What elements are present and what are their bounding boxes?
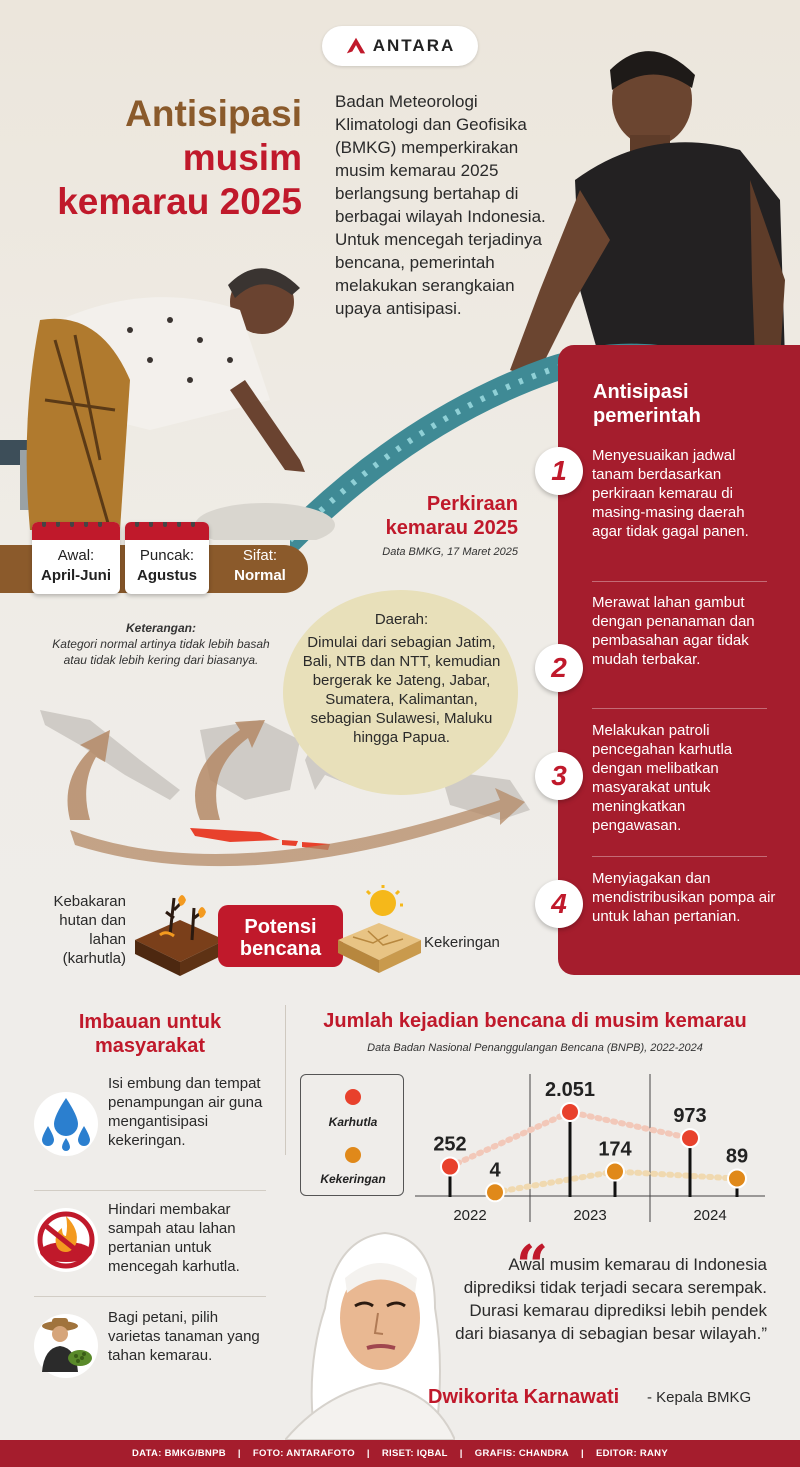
karhutla-label-line-3: lahan bbox=[89, 931, 126, 948]
karhutla-label-line-4: (karhutla) bbox=[62, 950, 126, 967]
credit-separator: | bbox=[580, 1448, 584, 1459]
page-title bbox=[20, 92, 302, 224]
note-text: Kategori normal artinya tidak lebih basah atau tidak lebih kering dari biasanya. bbox=[52, 637, 270, 667]
kekeringan-label: Kekeringan bbox=[424, 934, 500, 951]
credit-separator: | bbox=[459, 1448, 463, 1459]
sifat-block bbox=[220, 546, 300, 586]
potensi-line-2: bencana bbox=[239, 938, 322, 960]
section-divider bbox=[285, 1005, 286, 1155]
chart-point-kekeringan bbox=[486, 1183, 504, 1201]
advice-item-2: Hindari membakar sampah atau lahan pertanian untuk mencegah karhutla. bbox=[108, 1201, 240, 1275]
credit-data: DATA: BMKG/BNPB bbox=[132, 1448, 226, 1459]
antara-mark-icon bbox=[345, 35, 367, 57]
legend-dot-kekeringan bbox=[345, 1147, 361, 1163]
divider bbox=[34, 1296, 266, 1297]
credit-research: RISET: IQBAL bbox=[381, 1448, 448, 1459]
chart-x-tick-label: 2022 bbox=[453, 1207, 487, 1224]
advice-item-3: Bagi petani, pilih varietas tanaman yang tahan kemarau. bbox=[108, 1309, 260, 1364]
region-text-block bbox=[294, 610, 509, 747]
credit-separator: | bbox=[237, 1448, 241, 1459]
karhutla-label-line-2: hutan dan bbox=[59, 912, 126, 929]
chart-title: Jumlah kejadian bencana di musim kemarau bbox=[323, 1010, 747, 1032]
puncak-value: Agustus bbox=[137, 567, 197, 584]
government-title-line-1: Antisipasi bbox=[593, 381, 689, 403]
potensi-line-1: Potensi bbox=[244, 916, 317, 938]
calendar-puncak bbox=[125, 522, 209, 594]
advice-title bbox=[42, 1010, 258, 1058]
government-item-1: Menyesuaikan jadwal tanam berdasarkan perkiraan kemarau di masing-masing daerah agar tidak gagal panen. bbox=[592, 447, 749, 540]
step-1-badge: 1 bbox=[535, 447, 583, 495]
chart-x-tick-label: 2024 bbox=[693, 1207, 727, 1224]
divider bbox=[592, 856, 767, 857]
step-4-badge: 4 bbox=[535, 880, 583, 928]
antara-logo bbox=[322, 26, 478, 66]
chart-point-kekeringan bbox=[606, 1163, 624, 1181]
water-drops-icon bbox=[32, 1090, 100, 1158]
quote-text: Awal musim kemarau di Indonesia diprediksi tidak terjadi secara serempak. Durasi kemarau diprediksi lebih pendek dari biasanya di sebagian besar wilayah.” bbox=[455, 1255, 767, 1343]
awal-value: April-Juni bbox=[41, 567, 111, 584]
region-text: Dimulai dari sebagian Jatim, Bali, NTB dan NTT, kemudian bergerak ke Jateng, Jabar, Sumatera, Kalimantan, sebagian Sulawesi, Maluku hingga Papua. bbox=[302, 634, 501, 746]
advice-title-line-1: Imbauan untuk bbox=[78, 1011, 222, 1033]
government-item-3: Melakukan patroli pencegahan karhutla dengan melibatkan masyarakat untuk meningkatkan pengawasan. bbox=[592, 722, 733, 834]
chart-legend bbox=[300, 1074, 404, 1196]
legend-label-kekeringan: Kekeringan bbox=[320, 1172, 386, 1186]
potensi-bencana-label bbox=[218, 916, 343, 960]
chart-data-label: 174 bbox=[598, 1138, 632, 1161]
chart-data-label: 252 bbox=[433, 1133, 467, 1156]
sifat-label: Sifat: bbox=[242, 547, 278, 564]
forecast-source: Data BMKG, 17 Maret 2025 bbox=[382, 546, 518, 558]
step-3-badge: 3 bbox=[535, 752, 583, 800]
forecast-title-line-1: Perkiraan bbox=[426, 493, 518, 515]
disaster-chart bbox=[410, 1070, 770, 1230]
government-item-2: Merawat lahan gambut dengan penanaman dan pembasahan agar tidak mudah terbakar. bbox=[592, 594, 755, 668]
note-label: Keterangan: bbox=[125, 621, 196, 635]
chart-data-label: 973 bbox=[673, 1105, 707, 1128]
farmer-seeds-icon bbox=[32, 1312, 100, 1380]
chart-data-label: 89 bbox=[725, 1145, 749, 1168]
title-line-3: kemarau 2025 bbox=[57, 181, 302, 222]
chart-point-karhutla bbox=[441, 1158, 459, 1176]
chart-source: Data Badan Nasional Penanggulangan Bencana (BNPB), 2022-2024 bbox=[367, 1042, 703, 1054]
drought-land-icon bbox=[333, 885, 425, 980]
divider bbox=[592, 581, 767, 582]
forecast-title-line-2: kemarau 2025 bbox=[385, 517, 518, 539]
chart-x-tick-label: 2023 bbox=[573, 1207, 607, 1224]
karhutla-label-line-1: Kebakaran bbox=[53, 893, 126, 910]
antara-logo-text: ANTARA bbox=[372, 36, 456, 55]
region-label: Daerah: bbox=[374, 611, 429, 628]
advice-item-1: Isi embung dan tempat penampungan air guna mengantisipasi kekeringan. bbox=[108, 1075, 263, 1149]
chart-data-label: 2.051 bbox=[544, 1079, 596, 1101]
chart-point-karhutla bbox=[561, 1103, 579, 1121]
government-item-4: Menyiagakan dan mendistribusikan pompa air untuk lahan pertanian. bbox=[592, 870, 776, 925]
sifat-value: Normal bbox=[234, 567, 286, 584]
legend-dot-karhutla bbox=[345, 1089, 361, 1105]
credit-graphic: GRAFIS: CHANDRA bbox=[474, 1448, 569, 1459]
forecast-note bbox=[46, 620, 276, 668]
no-burning-icon bbox=[32, 1206, 100, 1274]
awal-label: Awal: bbox=[57, 547, 95, 564]
advice-title-line-2: masyarakat bbox=[94, 1035, 206, 1057]
divider bbox=[592, 708, 767, 709]
forecast-title bbox=[330, 492, 518, 540]
calendar-awal bbox=[32, 522, 120, 594]
karhutla-label bbox=[30, 892, 126, 968]
chart-point-kekeringan bbox=[728, 1170, 746, 1188]
step-2-badge: 2 bbox=[535, 644, 583, 692]
photo-woman-water bbox=[0, 240, 340, 540]
credits-footer bbox=[0, 1440, 800, 1467]
credit-separator: | bbox=[366, 1448, 370, 1459]
chart-point-karhutla bbox=[681, 1129, 699, 1147]
title-line-2: musim bbox=[182, 137, 302, 178]
quote-author-role: - Kepala BMKG bbox=[647, 1389, 752, 1406]
legend-label-karhutla: Karhutla bbox=[328, 1115, 378, 1129]
intro-paragraph: Badan Meteorologi Klimatologi dan Geofisika (BMKG) memperkirakan musim kemarau 2025 berlangsung bertahap di berbagai wilayah Indonesia. Untuk mencegah terjadinya bencana, pemerintah melakukan serangkaian upaya antisipasi. bbox=[335, 92, 546, 318]
government-panel-title bbox=[593, 380, 793, 428]
divider bbox=[34, 1190, 266, 1191]
title-line-1: Antisipasi bbox=[125, 93, 302, 134]
quote-mark-icon: “ bbox=[516, 1233, 549, 1299]
puncak-label: Puncak: bbox=[139, 547, 195, 564]
credit-photo: FOTO: ANTARAFOTO bbox=[252, 1448, 355, 1459]
credit-editor: EDITOR: RANY bbox=[595, 1448, 668, 1459]
chart-data-label: 4 bbox=[489, 1159, 501, 1182]
quote-author-name: Dwikorita Karnawati bbox=[428, 1386, 620, 1408]
government-title-line-2: pemerintah bbox=[593, 405, 701, 427]
burnt-land-icon bbox=[130, 890, 230, 980]
